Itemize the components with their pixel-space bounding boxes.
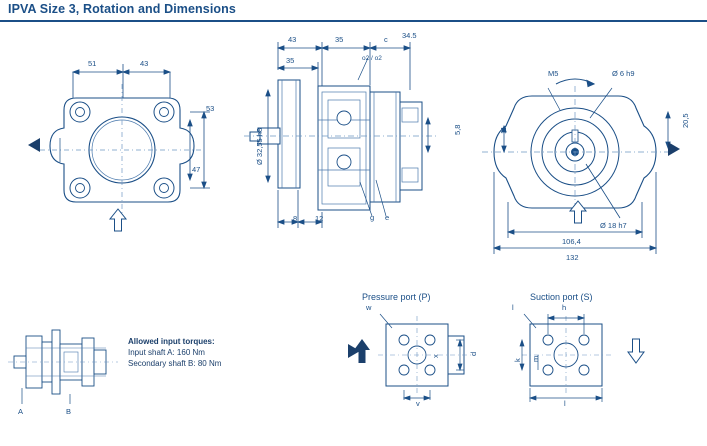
rotation-arrow-up-rear [568,200,588,224]
dim-e: e [385,213,390,222]
dim-132: 132 [566,253,579,262]
dim-shaft-dia: Ø 32,55 h8 [255,127,264,165]
dim-w: w [366,303,372,312]
pressure-port-arrow-up [352,338,372,364]
dim-h: h [562,303,567,312]
dim-43: 43 [140,59,149,68]
dim-m: m [531,355,540,362]
dim-34-5: 34.5 [402,31,417,40]
dim-l-top: l [512,303,514,312]
dim-5-8: 5,8 [453,124,462,135]
dim-6-h9: Ø 6 h9 [612,69,635,78]
dim-53: 53 [206,104,215,113]
flow-arrow-right [668,142,680,156]
dim-43-side: 43 [288,35,297,44]
dim-47: 47 [192,165,201,174]
dim-20-5: 20,5 [681,113,690,128]
dim-l-bottom: l [564,399,566,408]
dim-x: x [431,354,440,358]
dim-o2-o2: o2 / o2 [362,55,382,62]
dim-51: 51 [88,59,97,68]
dim-v: v [416,399,420,408]
label-m5: M5 [548,69,559,78]
torque-note-heading: Allowed input torques: [128,337,215,346]
flow-arrow-left [28,138,40,152]
dim-106-4: 106,4 [562,237,581,246]
page-title: IPVA Size 3, Rotation and Dimensions [8,2,236,16]
dim-c: c [384,35,388,44]
dim-11: 11 [499,126,508,134]
dim-35-top: 35 [335,35,344,44]
dim-8: 8 [293,214,298,223]
rotation-arrow-up [108,208,128,232]
dim-d: d [469,351,478,356]
torque-note-line-2: Secondary shaft B: 80 Nm [128,359,222,368]
dim-g: g [370,213,375,222]
dim-35: 35 [286,56,295,65]
suction-port-arrow-down [626,338,646,364]
label-shaft-b: B [66,407,72,416]
pressure-port-caption: Pressure port (P) [362,292,431,302]
label-shaft-a: A [18,407,24,416]
dim-12: 12 [315,214,324,223]
dim-k: k [513,358,522,362]
torque-note [128,336,221,369]
dim-18-h7: Ø 18 h7 [600,221,627,230]
suction-port-caption: Suction port (S) [530,292,593,302]
title-divider [0,20,707,22]
torque-note-line-1: Input shaft A: 160 Nm [128,348,205,357]
